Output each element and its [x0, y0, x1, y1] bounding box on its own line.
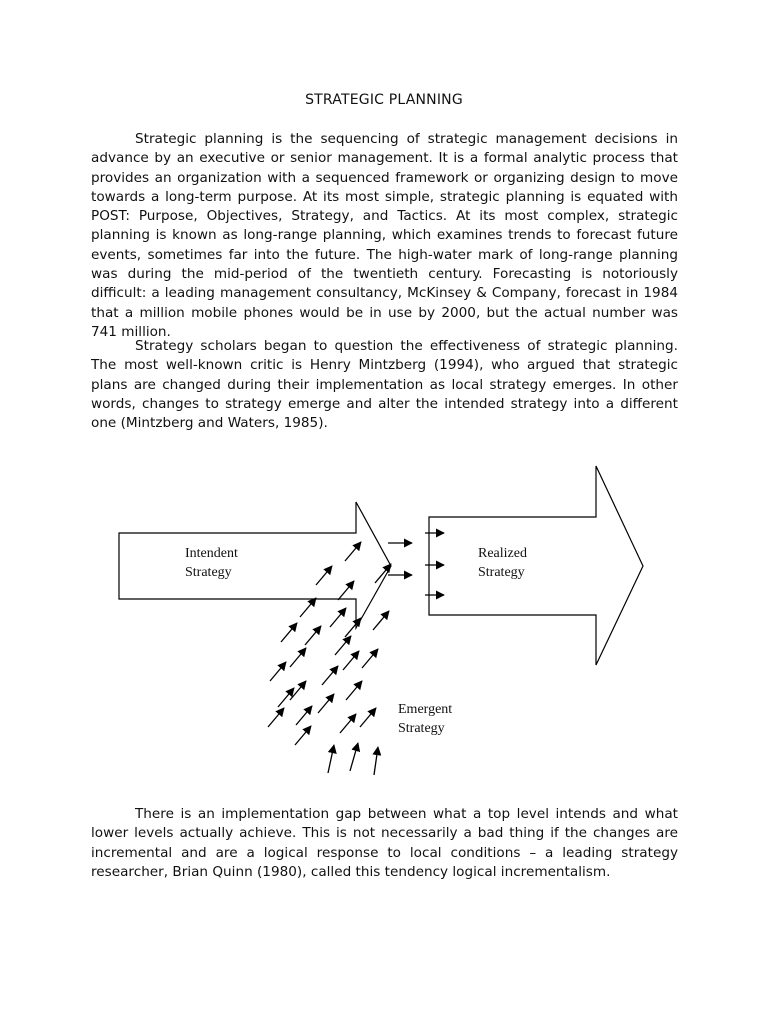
- small-arrow: [335, 636, 351, 655]
- intended-label-text: Intendent Strategy: [185, 546, 238, 580]
- small-arrow: [296, 706, 312, 725]
- realized-label-text: Realized Strategy: [478, 546, 527, 580]
- small-arrow: [295, 726, 311, 745]
- realized-strategy-label: [478, 544, 558, 582]
- small-arrow: [346, 681, 362, 700]
- small-arrow: [322, 666, 338, 685]
- small-arrow: [290, 648, 306, 667]
- small-arrow: [330, 608, 346, 627]
- emergent-strategy-label: [398, 700, 478, 738]
- small-arrow: [373, 611, 389, 630]
- small-arrow: [281, 623, 297, 642]
- paragraph-intro: Strategic planning is the sequencing of strategic management decisions in advance by an executive or senior management. It is a formal analytic process that provides an organization with a sequenced framework or organizing design to move towards a long-term purpose. At its most simple, strategic planning is equated with POST: Purpose, Objectives, Strategy, and Tactics. At its most complex, strategic planning is known as long-range planning, which examines trends to forecast future events, sometimes far into the future. The high-water mark of long-range planning was during the mid-period of the twentieth century. Forecasting is notoriously difficult: a leading management consultancy, McKinsey & Company, forecast in 1984 that a million mobile phones would be in use by 2000, but the actual number was 741 million.: [91, 131, 678, 340]
- small-arrow: [328, 745, 334, 773]
- intended-strategy-label: [185, 544, 265, 582]
- paragraph-implementation-gap: There is an implementation gap between what a top level intends and what lower levels actually achieve. This is not necessarily a bad thing if the changes are incremental and are a logical response to local conditions – a leading strategy researcher, Brian Quinn (1980), called this tendency logical incrementalism.: [91, 806, 678, 880]
- small-arrow: [345, 618, 361, 637]
- small-arrow: [300, 598, 316, 617]
- strategy-diagram-graphic: [0, 455, 768, 795]
- strategy-diagram: [0, 455, 768, 795]
- paragraph-critique: Strategy scholars began to question the effectiveness of strategic planning. The most well-known critic is Henry Mintzberg (1994), who argued that strategic plans are changed during their implementation as local strategy emerges. In other words, changes to strategy emerge and alter the intended strategy into a different one (Mintzberg and Waters, 1985).: [91, 338, 678, 432]
- small-arrow: [362, 649, 378, 668]
- small-arrow: [305, 626, 321, 645]
- small-arrow: [318, 694, 334, 713]
- small-arrow: [343, 651, 359, 670]
- small-arrow: [374, 747, 378, 775]
- document-title: STRATEGIC PLANNING: [305, 92, 463, 108]
- small-arrow: [270, 662, 286, 681]
- small-arrow: [340, 714, 356, 733]
- small-arrow: [360, 708, 376, 727]
- emergent-label-text: Emergent Strategy: [398, 702, 453, 736]
- small-arrow: [350, 743, 358, 771]
- small-arrow: [268, 708, 284, 727]
